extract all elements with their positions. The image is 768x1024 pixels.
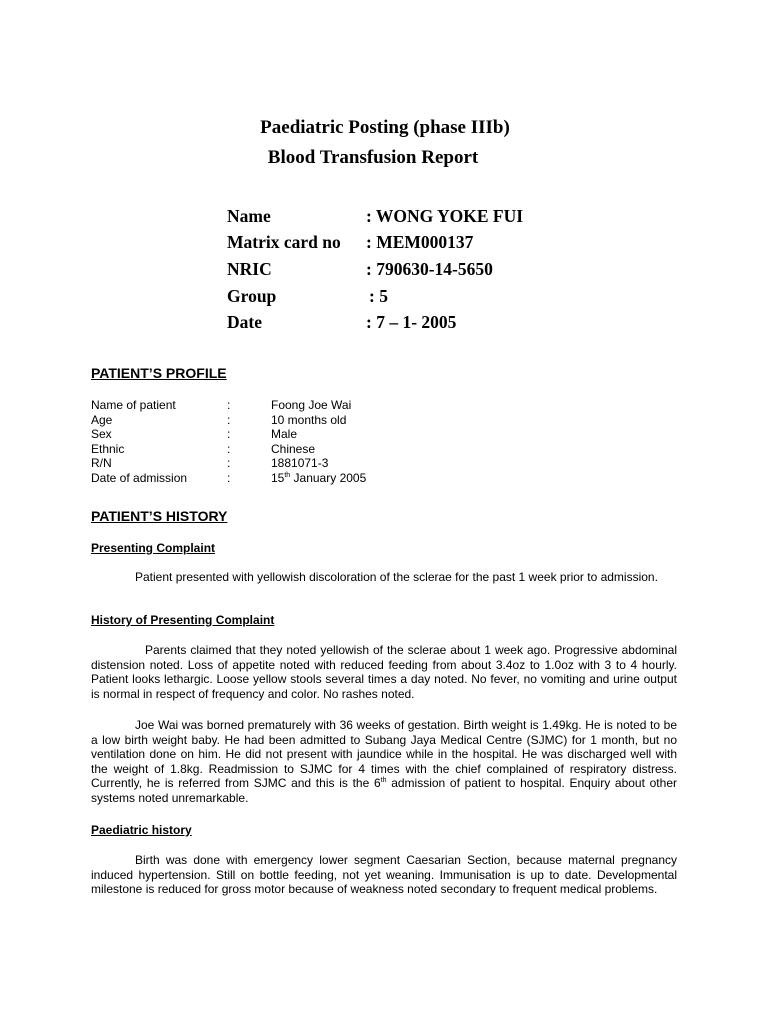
profile-value: [271, 471, 366, 486]
info-value: : 5: [369, 286, 388, 306]
profile-label: Date of admission: [91, 470, 188, 485]
profile-label: Age: [91, 412, 113, 427]
subheading-paediatric-history: Paediatric history: [91, 823, 192, 837]
info-label: Date: [227, 312, 262, 332]
profile-separator: :: [227, 470, 231, 485]
ordinal-suffix: th: [284, 471, 291, 479]
info-label: Group: [227, 286, 277, 306]
info-label: Matrix card no: [227, 232, 341, 252]
profile-label: R/N: [91, 456, 112, 471]
info-value: : MEM000137: [366, 232, 474, 252]
subheading-presenting-complaint: Presenting Complaint: [91, 541, 216, 555]
hopc-paragraph-1: Parents claimed that they noted yellowish of the sclerae about 1 week ago. Progressive abdominal distension noted. Loss of appetite noted with reduced feeding from about 3.4oz to 1.0oz with 3 to 4 hourly. Patient looks lethargic. Loose yellow stools several times a day noted. No fever, no vomiting and urine output is normal in respect of frequency and color. No rashes noted.: [91, 643, 677, 701]
info-value: : WONG YOKE FUI: [366, 206, 524, 226]
info-label: Name: [227, 206, 271, 226]
info-label: NRIC: [227, 259, 272, 279]
hopc-paragraph-2: [91, 718, 677, 806]
subheading-hopc: History of Presenting Complaint: [91, 613, 275, 627]
profile-value: 1881071-3: [271, 456, 329, 471]
section-heading-profile: PATIENT’S PROFILE: [91, 365, 227, 381]
paediatric-history-text: Birth was done with emergency lower segment Caesarian Section, because maternal pregnancy induced hypertension. Still on bottle feeding, not yet weaning. Immunisation is up to date. Developmental milestone is reduced for gross motor because of weakness noted secondary to frequent medical problems.: [91, 853, 677, 897]
info-value: : 7 – 1- 2005: [366, 312, 457, 332]
info-value: : 790630-14-5650: [366, 259, 493, 279]
hopc-paragraph-2-text-end: admission of patient to hospital. Enquiry about other systems noted unremarkable.: [91, 776, 677, 805]
document-subtitle: Blood Transfusion Report: [267, 147, 479, 168]
profile-value: Male: [271, 427, 298, 442]
profile-label: Sex: [91, 427, 112, 442]
profile-label: Name of patient: [91, 398, 176, 412]
profile-value: 10 months old: [271, 412, 347, 427]
profile-separator: :: [227, 412, 231, 427]
profile-separator: :: [227, 398, 231, 412]
profile-value: Chinese: [271, 441, 316, 456]
section-heading-history: PATIENT’S HISTORY: [91, 508, 228, 524]
profile-separator: :: [227, 456, 231, 471]
date-month-year: January 2005: [290, 470, 367, 485]
profile-separator: :: [227, 427, 231, 442]
document-title: Paediatric Posting (phase IIIb): [260, 117, 510, 138]
date-day: 15: [271, 470, 285, 485]
ordinal-suffix: th: [380, 777, 387, 785]
profile-value: Foong Joe Wai: [271, 398, 352, 412]
profile-separator: :: [227, 441, 231, 456]
presenting-complaint-text: Patient presented with yellowish discoloration of the sclerae for the past 1 week prior to admission.: [135, 570, 658, 584]
hopc-paragraph-2-text: Joe Wai was borned prematurely with 36 weeks of gestation. Birth weight is 1.49kg. He is noted to be a low birth weight baby. He had been admitted to Subang Jaya Medical Centre (SJMC) for 1 month, but no ventilation done on him. He did not present with jaundice while in the hospital. He was discharged well with the weight of 1.8kg. Readmission to SJMC for 4 times with the chief complained of respiratory distress. Currently, he is referred from SJMC and this is the 6: [91, 718, 677, 791]
profile-label: Ethnic: [91, 441, 125, 456]
